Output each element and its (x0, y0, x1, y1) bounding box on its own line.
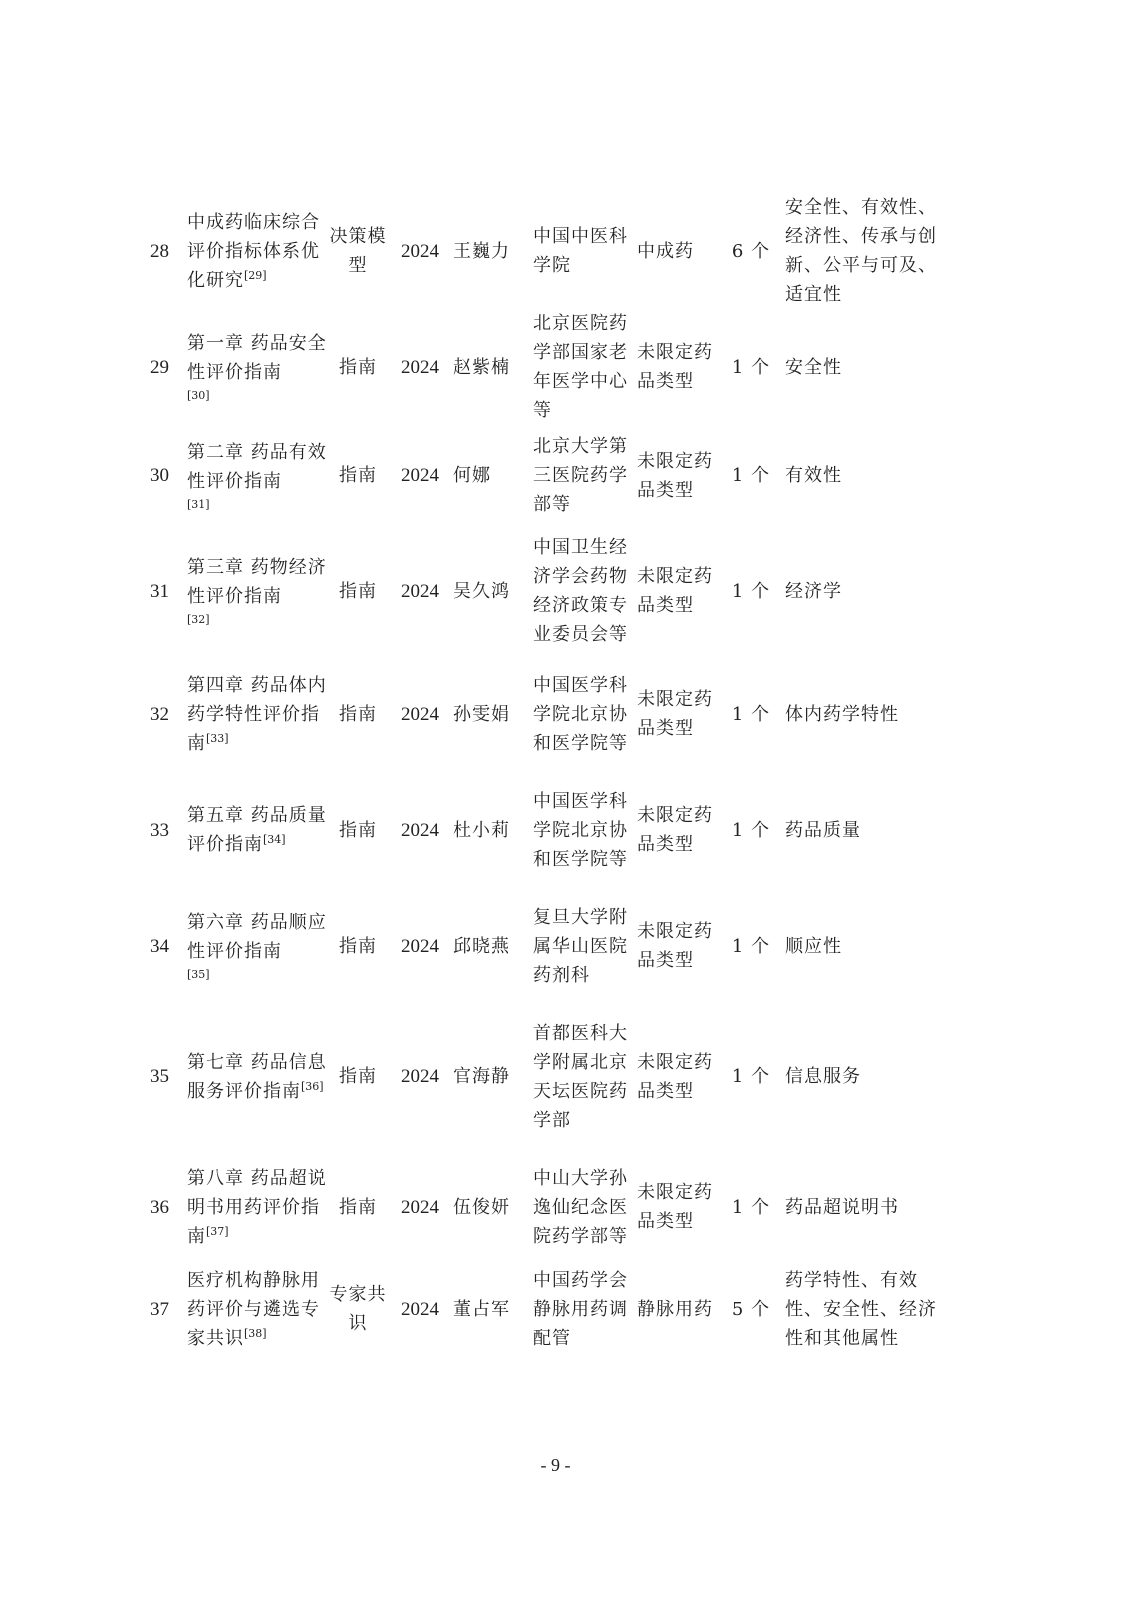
guideline-name-cell (183, 425, 327, 526)
page-number: - 9 - (540, 1455, 571, 1475)
author-cell: 孙雯娟 (453, 703, 510, 725)
evaluation-dimensions-cell: 体内药学特性 (785, 703, 899, 725)
guideline-name: 第五章 药品质量评价指南 (187, 805, 327, 855)
year-cell: 2024 (401, 819, 439, 841)
document-type-cell: 指南 (339, 465, 377, 486)
row-number-cell: 33 (150, 819, 169, 841)
table-row (136, 656, 955, 772)
guideline-name: 第三章 药物经济性评价指南 (187, 557, 327, 607)
dimension-count-cell: 1 个 (731, 465, 771, 486)
reference-citation: [30] (187, 389, 210, 402)
evaluation-dimensions-cell: 顺应性 (785, 935, 842, 957)
table-row (136, 1004, 955, 1149)
dimension-count-cell: 1 个 (731, 1066, 771, 1087)
row-number-cell: 37 (150, 1298, 169, 1320)
year-cell: 2024 (401, 703, 439, 725)
organization-cell: 中国医学科学院北京协和医学院等 (533, 790, 628, 870)
drug-type-cell: 未限定药品类型 (637, 921, 713, 971)
guideline-name-cell (183, 193, 327, 309)
reference-citation: [34] (263, 833, 286, 846)
organization-cell: 北京医院药学部国家老年医学中心等 (533, 313, 628, 421)
dimension-count-cell: 1 个 (731, 935, 771, 957)
year-cell: 2024 (401, 935, 439, 957)
year-cell: 2024 (401, 1066, 439, 1087)
guideline-name-cell (183, 526, 327, 656)
guideline-name-cell (183, 1265, 327, 1353)
guideline-name-cell (183, 888, 327, 1004)
evaluation-dimensions-cell: 信息服务 (785, 1066, 861, 1087)
document-type-cell: 指南 (339, 819, 377, 841)
author-cell: 邱晓燕 (453, 935, 510, 957)
drug-type-cell: 未限定药品类型 (637, 450, 713, 501)
document-type-cell: 决策模型 (329, 226, 387, 276)
year-cell: 2024 (401, 1298, 439, 1320)
table-body (136, 193, 955, 1353)
dimension-count-cell: 5 个 (731, 1298, 771, 1320)
drug-type-cell: 未限定药品类型 (637, 342, 713, 392)
reference-citation: [33] (206, 731, 229, 745)
evaluation-dimensions-cell: 药学特性、有效性、安全性、经济性和其他属性 (785, 1269, 937, 1349)
drug-type-cell: 未限定药品类型 (637, 1051, 713, 1102)
table-row (136, 526, 955, 656)
author-cell: 王巍力 (453, 240, 510, 262)
author-cell: 董占军 (453, 1298, 510, 1320)
guideline-name: 中成药临床综合评价指标体系优化研究 (187, 211, 320, 291)
guideline-name: 医疗机构静脉用药评价与遴选专家共识 (187, 1269, 320, 1349)
evaluation-dimensions-cell: 安全性、有效性、经济性、传承与创新、公平与可及、适宜性 (785, 197, 937, 305)
guideline-name: 第四章 药品体内药学特性评价指南 (187, 674, 327, 754)
dimension-count-cell: 1 个 (731, 819, 771, 841)
row-number-cell: 36 (150, 1196, 169, 1218)
table-row (136, 888, 955, 1004)
author-cell: 赵紫楠 (453, 356, 510, 378)
dimension-count-cell: 6 个 (731, 240, 771, 262)
guideline-name: 第六章 药品顺应性评价指南 (187, 912, 327, 962)
reference-citation: [37] (206, 1224, 229, 1238)
evaluation-dimensions-cell: 有效性 (785, 465, 842, 486)
organization-cell: 中国药学会静脉用药调配管 (533, 1269, 628, 1349)
guideline-name-cell (183, 772, 327, 888)
reference-citation: [29] (244, 268, 267, 282)
drug-type-cell: 静脉用药 (637, 1298, 713, 1320)
guideline-name: 第二章 药品有效性评价指南 (187, 441, 327, 492)
evaluation-dimensions-cell: 安全性 (785, 356, 842, 378)
author-cell: 吴久鸿 (453, 580, 510, 602)
row-number-cell: 31 (150, 580, 169, 602)
drug-type-cell: 未限定药品类型 (637, 1182, 713, 1232)
table-row (136, 772, 955, 888)
organization-cell: 北京大学第三医院药学部等 (533, 436, 628, 515)
author-cell: 伍俊妍 (453, 1196, 510, 1218)
document-type-cell: 专家共识 (329, 1284, 387, 1334)
organization-cell: 中山大学孙逸仙纪念医院药学部等 (533, 1167, 628, 1247)
table-row (136, 309, 955, 425)
year-cell: 2024 (401, 465, 439, 486)
author-cell: 官海静 (453, 1066, 510, 1087)
table-row (136, 193, 955, 309)
reference-citation: [38] (244, 1326, 267, 1340)
dimension-count-cell: 1 个 (731, 356, 771, 378)
row-number-cell: 35 (150, 1066, 169, 1087)
drug-evaluation-table (136, 193, 955, 1353)
guideline-name: 第一章 药品安全性评价指南 (187, 333, 327, 383)
row-number-cell: 34 (150, 935, 169, 957)
guideline-name: 第七章 药品信息服务评价指南 (187, 1051, 327, 1102)
author-cell: 杜小莉 (453, 819, 510, 841)
guideline-name: 第八章 药品超说明书用药评价指南 (187, 1167, 327, 1247)
evaluation-dimensions-cell: 药品超说明书 (785, 1196, 899, 1218)
document-type-cell: 指南 (339, 703, 377, 725)
drug-type-cell: 未限定药品类型 (637, 566, 713, 616)
document-type-cell: 指南 (339, 580, 377, 602)
table-row (136, 1149, 955, 1265)
document-type-cell: 指南 (339, 1196, 377, 1218)
document-type-cell: 指南 (339, 935, 377, 957)
reference-citation: [31] (187, 497, 210, 511)
organization-cell: 首都医科大学附属北京天坛医院药学部 (533, 1022, 628, 1131)
reference-citation: [36] (301, 1079, 324, 1093)
author-cell: 何娜 (453, 465, 491, 486)
document-type-cell: 指南 (339, 1066, 377, 1087)
organization-cell: 复旦大学附属华山医院药剂科 (533, 906, 628, 986)
year-cell: 2024 (401, 356, 439, 378)
organization-cell: 中国中医科学院 (533, 226, 628, 276)
evaluation-dimensions-cell: 经济学 (785, 580, 842, 602)
drug-type-cell: 未限定药品类型 (637, 689, 713, 739)
row-number-cell: 29 (150, 356, 169, 378)
document-type-cell: 指南 (339, 356, 377, 378)
evaluation-dimensions-cell: 药品质量 (785, 819, 861, 841)
drug-type-cell: 中成药 (637, 240, 694, 262)
year-cell: 2024 (401, 1196, 439, 1218)
dimension-count-cell: 1 个 (731, 1196, 771, 1218)
guideline-name-cell (183, 656, 327, 772)
guideline-name-cell (183, 309, 327, 425)
guideline-name-cell (183, 1149, 327, 1265)
organization-cell: 中国卫生经济学会药物经济政策专业委员会等 (533, 537, 628, 645)
year-cell: 2024 (401, 240, 439, 262)
guideline-name-cell (183, 1004, 327, 1149)
year-cell: 2024 (401, 580, 439, 602)
reference-citation: [32] (187, 613, 210, 626)
table-row (136, 1265, 955, 1353)
drug-type-cell: 未限定药品类型 (637, 805, 713, 855)
reference-citation: [35] (187, 968, 210, 981)
row-number-cell: 32 (150, 703, 169, 725)
dimension-count-cell: 1 个 (731, 703, 771, 725)
row-number-cell: 28 (150, 240, 169, 262)
organization-cell: 中国医学科学院北京协和医学院等 (533, 674, 628, 754)
table-row (136, 425, 955, 526)
row-number-cell: 30 (150, 465, 169, 486)
dimension-count-cell: 1 个 (731, 580, 771, 602)
